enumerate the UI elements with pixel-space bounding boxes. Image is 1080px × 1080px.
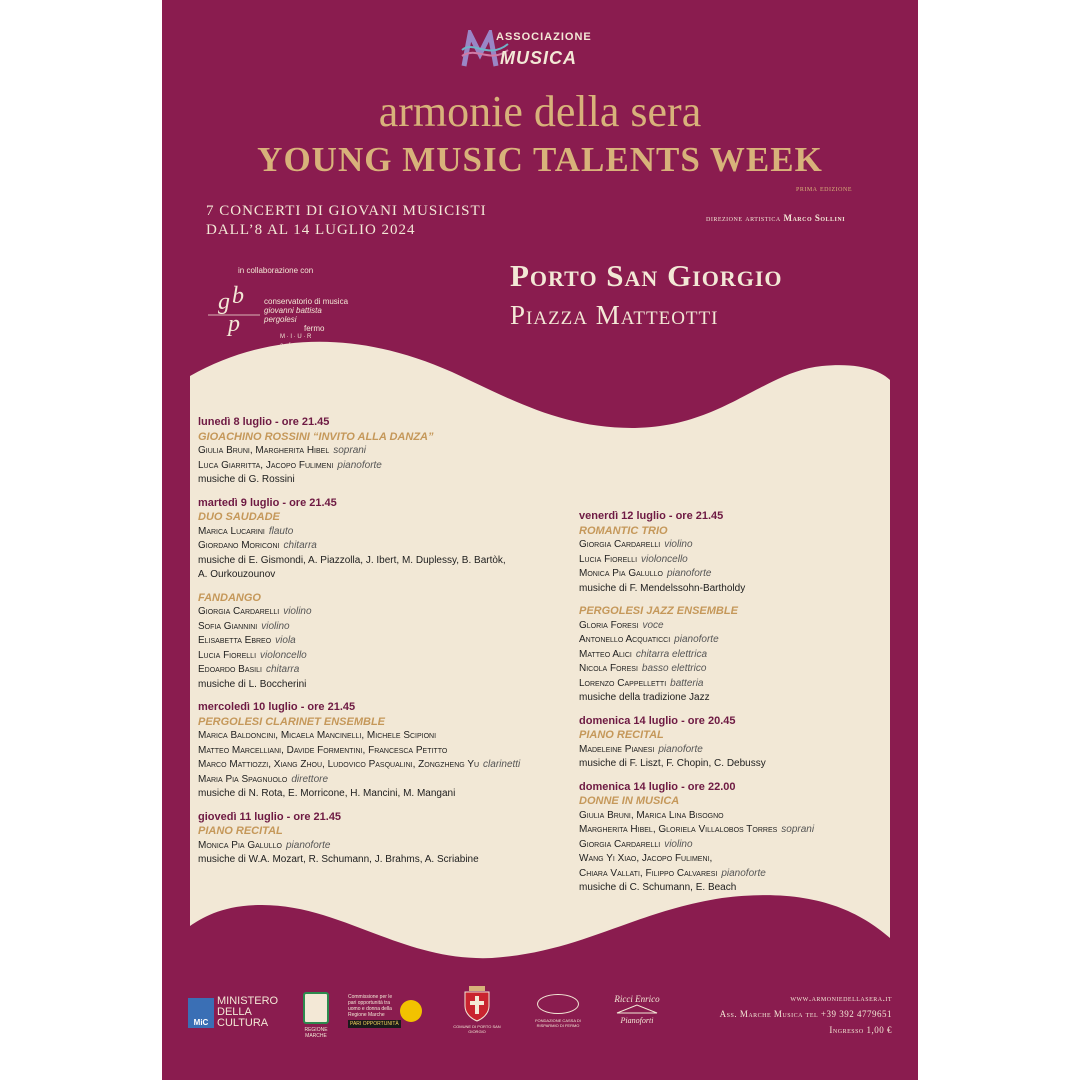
event-program: musiche di W.A. Mozart, R. Schumann, J. Brahms, A. Scriabine <box>198 854 479 865</box>
ministry-logo: MiC MINISTERO DELLA CULTURA <box>188 994 280 1030</box>
event-program: musiche di N. Rota, E. Morricone, H. Mancini, M. Mangani <box>198 788 456 799</box>
regione-marche-logo: REGIONE MARCHE <box>294 992 338 1038</box>
performer-role: pianoforte <box>658 743 703 755</box>
event-performers <box>198 758 520 773</box>
event-program: A. Ourkouzounov <box>198 569 276 580</box>
event-block <box>579 509 814 604</box>
event-program: musiche di E. Gismondi, A. Piazzolla, J. Ibert, M. Duplessy, B. Bartòk, <box>198 554 506 566</box>
performer-role: clarinetti <box>483 759 521 770</box>
event-performers <box>198 744 520 759</box>
edition-label: prima edizione <box>796 184 852 193</box>
event-performers <box>198 649 520 664</box>
venue-square: Piazza Matteotti <box>510 300 719 330</box>
event-title: PERGOLESI CLARINET ENSEMBLE <box>198 715 386 728</box>
concerts-line: 7 CONCERTI DI GIOVANI MUSICISTI <box>206 203 487 219</box>
performer-role: violino <box>664 838 693 850</box>
collaboration-label: in collaborazione con <box>238 266 314 275</box>
comune-crest-icon <box>462 986 492 1022</box>
performer-names: Marica Baldoncini, Micaela Mancinelli, Michele Scipioni <box>198 730 437 741</box>
direction-name: Marco Sollini <box>783 213 846 223</box>
event-performers <box>198 634 520 649</box>
event-title: PIANO RECITAL <box>579 729 664 741</box>
sponsor-logos <box>188 990 688 1040</box>
performer-role: chitarra <box>283 540 317 551</box>
performer-names: Margherita Hibel, Gloriela Villalobos Torres <box>579 824 778 835</box>
event-program: musiche di F. Mendelssohn-Bartholdy <box>579 582 746 594</box>
venue-city: Porto San Giorgio <box>510 258 783 293</box>
event-performers <box>579 867 814 882</box>
dates-line: DALL’8 AL 14 LUGLIO 2024 <box>206 222 416 238</box>
performer-names: Marco Mattiozzi, Xiang Zhou, Ludovico Pasqualini, Zongzheng Yu <box>198 759 480 770</box>
performer-names: Elisabetta Ebreo <box>198 635 272 646</box>
performer-role: chitarra elettrica <box>635 648 708 660</box>
performer-role: pianoforte <box>285 839 331 851</box>
performer-role: violoncello <box>260 649 307 661</box>
event-performers <box>198 525 520 540</box>
event-performers <box>198 444 520 459</box>
conservatory-logo <box>206 285 356 349</box>
performer-names: Antonello Acquaticci <box>579 634 671 645</box>
performer-names: Giulia Bruni, Margherita Hibel <box>198 445 330 456</box>
event-date: domenica 14 luglio - ore 20.45 <box>579 714 736 727</box>
event-block <box>198 810 520 876</box>
event-program: musiche della tradizione Jazz <box>579 692 710 703</box>
performer-role: violino <box>283 606 312 617</box>
event-spacer <box>198 802 520 810</box>
event-title: DONNE IN MUSICA <box>579 795 680 807</box>
ricci-pianoforti-logo: Ricci Enrico Pianoforti <box>614 994 660 1025</box>
event-performers <box>198 459 520 474</box>
event-performers <box>198 605 520 620</box>
performer-names: Monica Pia Galullo <box>579 568 663 579</box>
pari-opportunita-logo: Commissione per le pari opportunità tra uomo e donna della Regione Marche PARI OPPORTUNITÀ <box>348 994 430 1034</box>
event-performers <box>579 743 814 758</box>
event-program: musiche di C. Schumann, E. Beach <box>579 882 737 893</box>
performer-role: violino <box>664 539 693 550</box>
event-title: PIANO RECITAL <box>198 825 283 837</box>
performer-role: pianoforte <box>666 568 712 579</box>
performer-role: pianoforte <box>337 459 382 471</box>
performer-names: Giorgia Cardarelli <box>579 539 661 550</box>
event-performers <box>198 620 520 635</box>
poster <box>162 0 918 1080</box>
contact-info <box>682 990 892 1038</box>
svg-text:g: g <box>218 289 230 315</box>
performer-role: viola <box>275 635 296 646</box>
event-block <box>579 780 814 904</box>
event-performers <box>198 663 520 678</box>
event-performers <box>579 633 814 648</box>
event-block <box>198 700 520 810</box>
event-performers <box>579 619 814 634</box>
performer-role: basso elettrico <box>641 663 707 674</box>
performer-names: Luca Giarritta, Jacopo Fulimeni <box>198 459 334 471</box>
phone-number: Ass. Marche Musica tel +39 392 4779651 <box>719 1009 892 1019</box>
event-block <box>198 496 520 591</box>
performer-names: Giulia Bruni, Marica Lina Bisogno <box>579 809 724 821</box>
event-performers <box>579 648 814 663</box>
fondazione-emblem-icon <box>537 994 579 1014</box>
event-performers <box>579 852 814 867</box>
performer-role: voce <box>642 619 664 631</box>
website-link[interactable]: www.armoniedellasera.it <box>790 993 892 1003</box>
event-spacer <box>579 772 814 780</box>
event-date: domenica 14 luglio - ore 22.00 <box>579 780 736 793</box>
performer-role: batteria <box>670 677 704 689</box>
performer-names: Gloria Foresi <box>579 619 639 631</box>
page-title: YOUNG MUSIC TALENTS WEEK <box>257 140 823 179</box>
comune-logo: COMUNE DI PORTO SAN GIORGIO <box>452 986 502 1038</box>
event-date: martedì 9 luglio - ore 21.45 <box>198 496 337 509</box>
performer-role: soprani <box>333 445 367 456</box>
performer-names: Lucia Fiorelli <box>579 553 638 565</box>
performer-names: Maria Pia Spagnuolo <box>198 773 288 785</box>
event-block <box>198 415 520 496</box>
event-title: GIOACHINO ROSSINI “INVITO ALLA DANZA” <box>198 430 434 443</box>
performer-names: Wang Yi Xiao, Jacopo Fulimeni, <box>579 853 713 864</box>
performer-names: Giorgia Cardarelli <box>579 838 661 850</box>
performer-role: violoncello <box>641 553 688 565</box>
performer-names: Nicola Foresi <box>579 663 638 674</box>
event-date: venerdì 12 luglio - ore 21.45 <box>579 510 724 522</box>
performer-role: soprani <box>781 824 815 835</box>
direction-label: direzione artistica <box>706 213 781 223</box>
event-performers <box>579 809 814 824</box>
event-date: mercoledì 10 luglio - ore 21.45 <box>198 701 356 713</box>
fondazione-logo: FONDAZIONE CASSA DI RISPARMIO DI FERMO <box>528 994 588 1038</box>
performer-names: Edoardo Basili <box>198 664 262 675</box>
event-performers <box>198 729 520 744</box>
performer-names: Giorgia Cardarelli <box>198 606 280 617</box>
performer-names: Giordano Moriconi <box>198 540 280 551</box>
event-spacer <box>198 583 520 591</box>
event-spacer <box>579 896 814 904</box>
event-title: PERGOLESI JAZZ ENSEMBLE <box>579 605 738 617</box>
performer-names: Lucia Fiorelli <box>198 649 257 661</box>
event-performers <box>579 567 814 582</box>
performer-role: pianoforte <box>674 634 719 645</box>
mic-badge: MiC <box>188 998 214 1028</box>
title-script: armonie della sera <box>378 87 702 136</box>
event-spacer <box>198 488 520 496</box>
logo-text-musica: MUSICA <box>500 48 577 68</box>
performer-names: Chiara Vallati, Filippo Calvaresi <box>579 867 718 879</box>
conservatory-text: conservatorio di musica giovanni battista pergolesi fermo M · I · U · R a · f · a · m <box>264 297 349 349</box>
event-block <box>579 604 814 714</box>
event-block <box>198 591 520 701</box>
pari-emblem-icon <box>400 1000 422 1022</box>
event-date: lunedì 8 luglio - ore 21.45 <box>198 416 330 428</box>
event-performers <box>198 839 520 854</box>
piano-icon <box>615 1004 659 1014</box>
event-title: FANDANGO <box>198 591 261 604</box>
performer-names: Madeleine Pianesi <box>579 743 655 755</box>
svg-text:p: p <box>228 311 240 337</box>
performer-role: pianoforte <box>721 867 766 879</box>
performer-names: Lorenzo Cappelletti <box>579 677 667 689</box>
event-date: giovedì 11 luglio - ore 21.45 <box>198 810 342 823</box>
association-logo <box>162 28 918 72</box>
artistic-direction <box>706 213 845 223</box>
event-performers <box>579 838 814 853</box>
event-performers <box>579 677 814 692</box>
performer-role: violino <box>261 620 290 632</box>
event-performers <box>198 773 520 788</box>
performer-names: Sofia Giannini <box>198 620 258 632</box>
regione-emblem-icon <box>303 992 329 1024</box>
svg-text:b: b <box>232 285 244 309</box>
program-left-column <box>198 415 520 876</box>
event-performers <box>579 662 814 677</box>
performer-role: direttore <box>291 773 329 785</box>
program-right-column <box>579 509 814 904</box>
event-performers <box>579 553 814 568</box>
event-program: musiche di F. Liszt, F. Chopin, C. Debussy <box>579 758 766 769</box>
event-block <box>579 714 814 780</box>
gbp-monogram-icon <box>206 285 262 341</box>
entry-price: Ingresso 1,00 € <box>829 1025 892 1035</box>
event-title: DUO SAUDADE <box>198 511 280 523</box>
performer-names: Monica Pia Galullo <box>198 839 282 851</box>
performer-names: Matteo Alici <box>579 648 632 660</box>
performer-names: Marica Lucarini <box>198 525 265 537</box>
event-spacer <box>579 706 814 714</box>
event-program: musiche di G. Rossini <box>198 474 295 485</box>
event-spacer <box>198 868 520 876</box>
logo-text-associazione: ASSOCIAZIONE <box>496 31 592 43</box>
event-title: ROMANTIC TRIO <box>579 524 668 537</box>
performer-names: Matteo Marcelliani, Davide Formentini, Francesca Petitto <box>198 744 448 756</box>
event-program: musiche di L. Boccherini <box>198 678 307 690</box>
event-spacer <box>198 692 520 700</box>
event-performers <box>198 539 520 554</box>
event-performers <box>579 538 814 553</box>
event-performers <box>579 823 814 838</box>
performer-role: chitarra <box>265 664 300 675</box>
event-spacer <box>579 596 814 604</box>
performer-role: flauto <box>268 525 294 537</box>
